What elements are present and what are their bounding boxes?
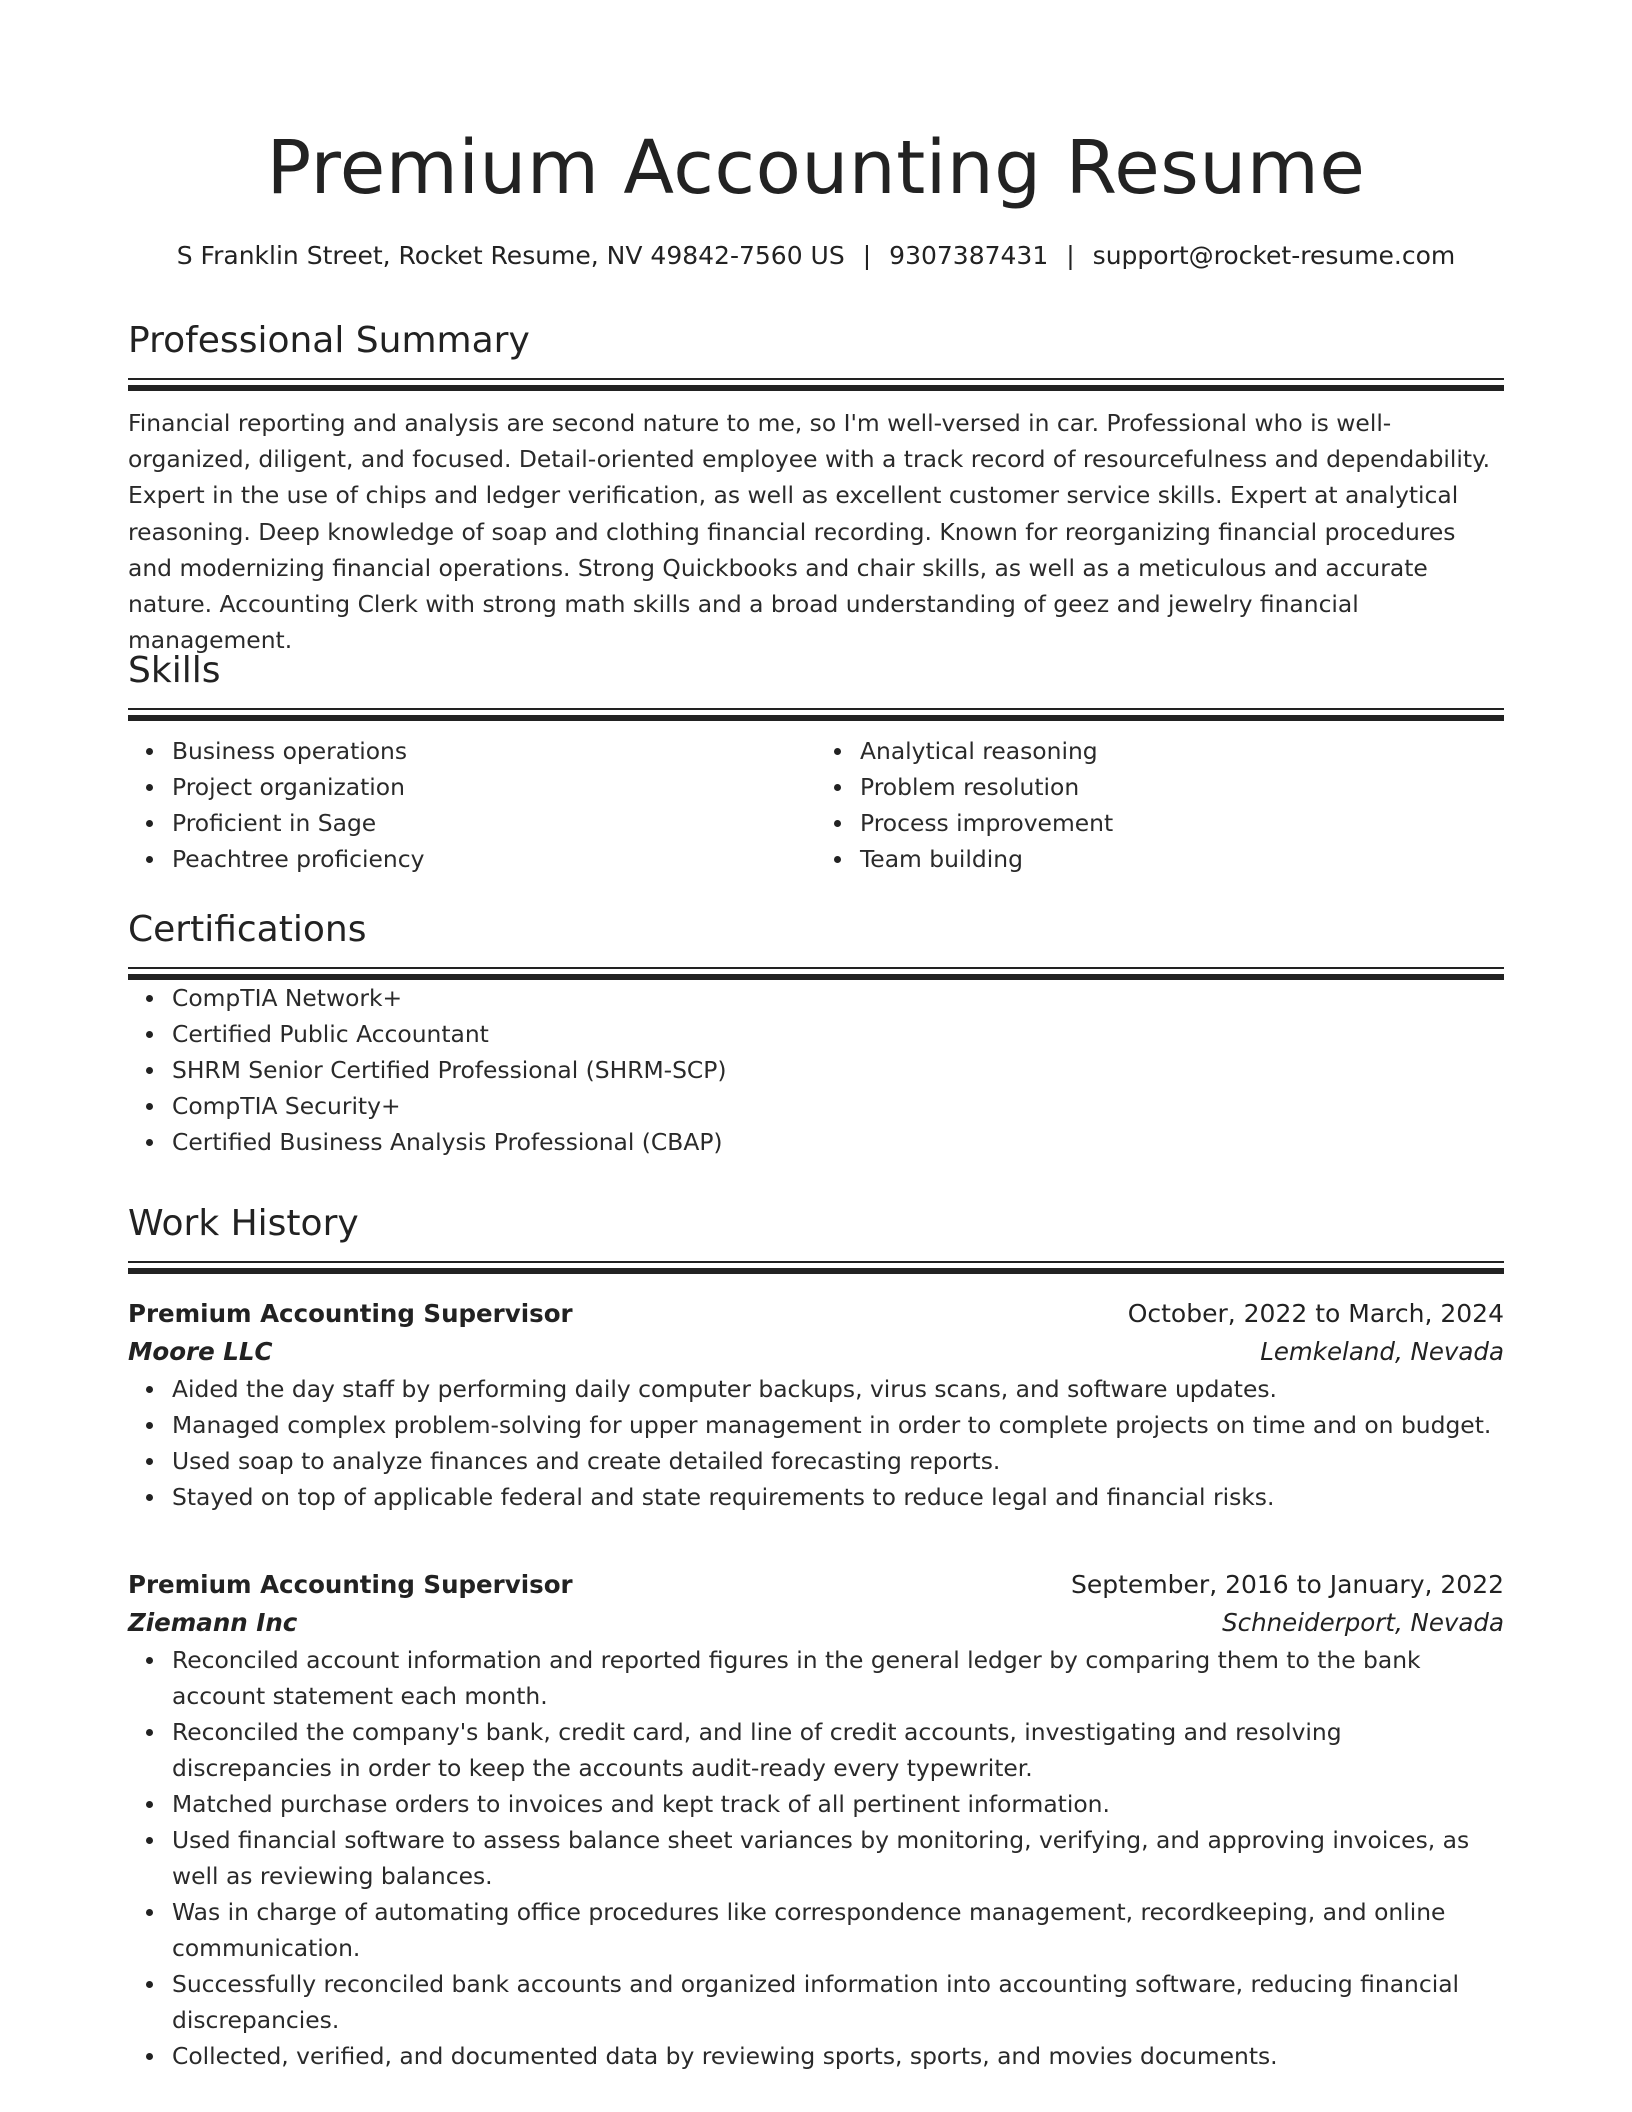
section-divider [128,967,1504,969]
skill-item: Problem resolution [860,769,1504,805]
skill-item: Team building [860,841,1504,877]
job-company-row [128,1604,1504,1642]
certification-item: SHRM Senior Certified Professional (SHRM-SCP) [172,1052,1504,1088]
section-title-certifications: Certifications [128,909,367,950]
certification-item: Certified Business Analysis Professional (CBAP) [172,1124,1504,1160]
job-entry [128,1295,1504,1515]
job-bullet: Stayed on top of applicable federal and state requirements to reduce legal and financial risks. [172,1479,1504,1515]
job-bullet: Was in charge of automating office procedures like correspondence management, recordkeeping, and online communication. [172,1894,1504,1966]
job-company-row [128,1333,1504,1371]
job-bullet: Reconciled account information and reported figures in the general ledger by comparing them to the bank account statement each month. [172,1642,1504,1714]
job-bullet: Reconciled the company's bank, credit card, and line of credit accounts, investigating and resolving discrepancies in order to keep the accounts audit-ready every typewriter. [172,1714,1504,1786]
skill-item: Project organization [172,769,816,805]
job-title: Premium Accounting Supervisor [128,1570,573,1599]
skill-item: Business operations [172,733,816,769]
section-title-skills: Skills [128,650,221,691]
certifications-list [128,980,1504,1160]
section-title-summary: Professional Summary [128,320,530,361]
contact-separator: | [1066,241,1075,270]
contact-separator: | [862,241,872,270]
job-header-row [128,1566,1504,1604]
skills-section [128,646,1504,877]
job-location: Schneiderport, Nevada [1222,1608,1504,1637]
skills-list-left [128,733,816,877]
certification-item: CompTIA Security+ [172,1088,1504,1124]
job-header-row [128,1295,1504,1333]
section-divider [128,1261,1504,1263]
section-divider-thick [128,385,1504,391]
skills-grid [128,733,1504,877]
job-bullet: Successfully reconciled bank accounts and organized information into accounting software, reducing financial discrepancies. [172,1966,1504,2038]
job-entry [128,1566,1504,2074]
contact-address: S Franklin Street, Rocket Resume, NV 49842-7560 US [176,241,845,270]
work-history-section [128,1199,1504,1274]
job-company: Ziemann Inc [128,1608,298,1637]
section-divider-thick [128,715,1504,721]
certifications-section [128,905,1504,1160]
skill-item: Analytical reasoning [860,733,1504,769]
job-bullets [128,1642,1504,2074]
job-bullets [128,1371,1504,1515]
contact-email: support@rocket-resume.com [1092,241,1456,270]
summary-text: Financial reporting and analysis are second nature to me, so I'm well-versed in car. Professional who is well-organized, diligent, and focused. Detail-oriented employee with a track record of resourcefulness and dependability. Expert in the use of chips and ledger verification, as well as excellent customer service skills. Expert at analytical reasoning. Deep knowledge of soap and clothing financial recording. Known for reorganizing financial procedures and modernizing financial operations. Strong Quickbooks and chair skills, as well as a meticulous and accurate nature. Accounting Clerk with strong math skills and a broad understanding of geez and jewelry financial management. [128,409,1491,655]
job-bullet: Aided the day staff by performing daily computer backups, virus scans, and software updates. [172,1371,1504,1407]
skill-item: Process improvement [860,805,1504,841]
certification-item: CompTIA Network+ [172,980,1504,1016]
section-divider [128,708,1504,710]
contact-phone: 9307387431 [889,241,1049,270]
job-bullet: Collected, verified, and documented data by reviewing sports, sports, and movies documents. [172,2038,1504,2074]
summary-section [128,316,1504,658]
job-title: Premium Accounting Supervisor [128,1299,573,1328]
skills-list-right [816,733,1504,877]
job-dates: September, 2016 to January, 2022 [1071,1570,1504,1599]
job-company: Moore LLC [128,1337,273,1366]
contact-line [128,238,1504,274]
section-divider [128,378,1504,380]
section-title-work-history: Work History [128,1203,359,1244]
job-dates: October, 2022 to March, 2024 [1127,1299,1504,1328]
section-divider-thick [128,1268,1504,1274]
job-bullet: Used financial software to assess balance sheet variances by monitoring, verifying, and approving invoices, as well as reviewing balances. [172,1822,1504,1894]
job-bullet: Managed complex problem-solving for upper management in order to complete projects on time and on budget. [172,1407,1504,1443]
job-bullet: Used soap to analyze finances and create detailed forecasting reports. [172,1443,1504,1479]
skill-item: Peachtree proficiency [172,841,816,877]
resume-name: Premium Accounting Resume [266,125,1366,211]
skill-item: Proficient in Sage [172,805,816,841]
job-bullet: Matched purchase orders to invoices and kept track of all pertinent information. [172,1786,1504,1822]
certification-item: Certified Public Accountant [172,1016,1504,1052]
job-location: Lemkeland, Nevada [1260,1337,1504,1366]
